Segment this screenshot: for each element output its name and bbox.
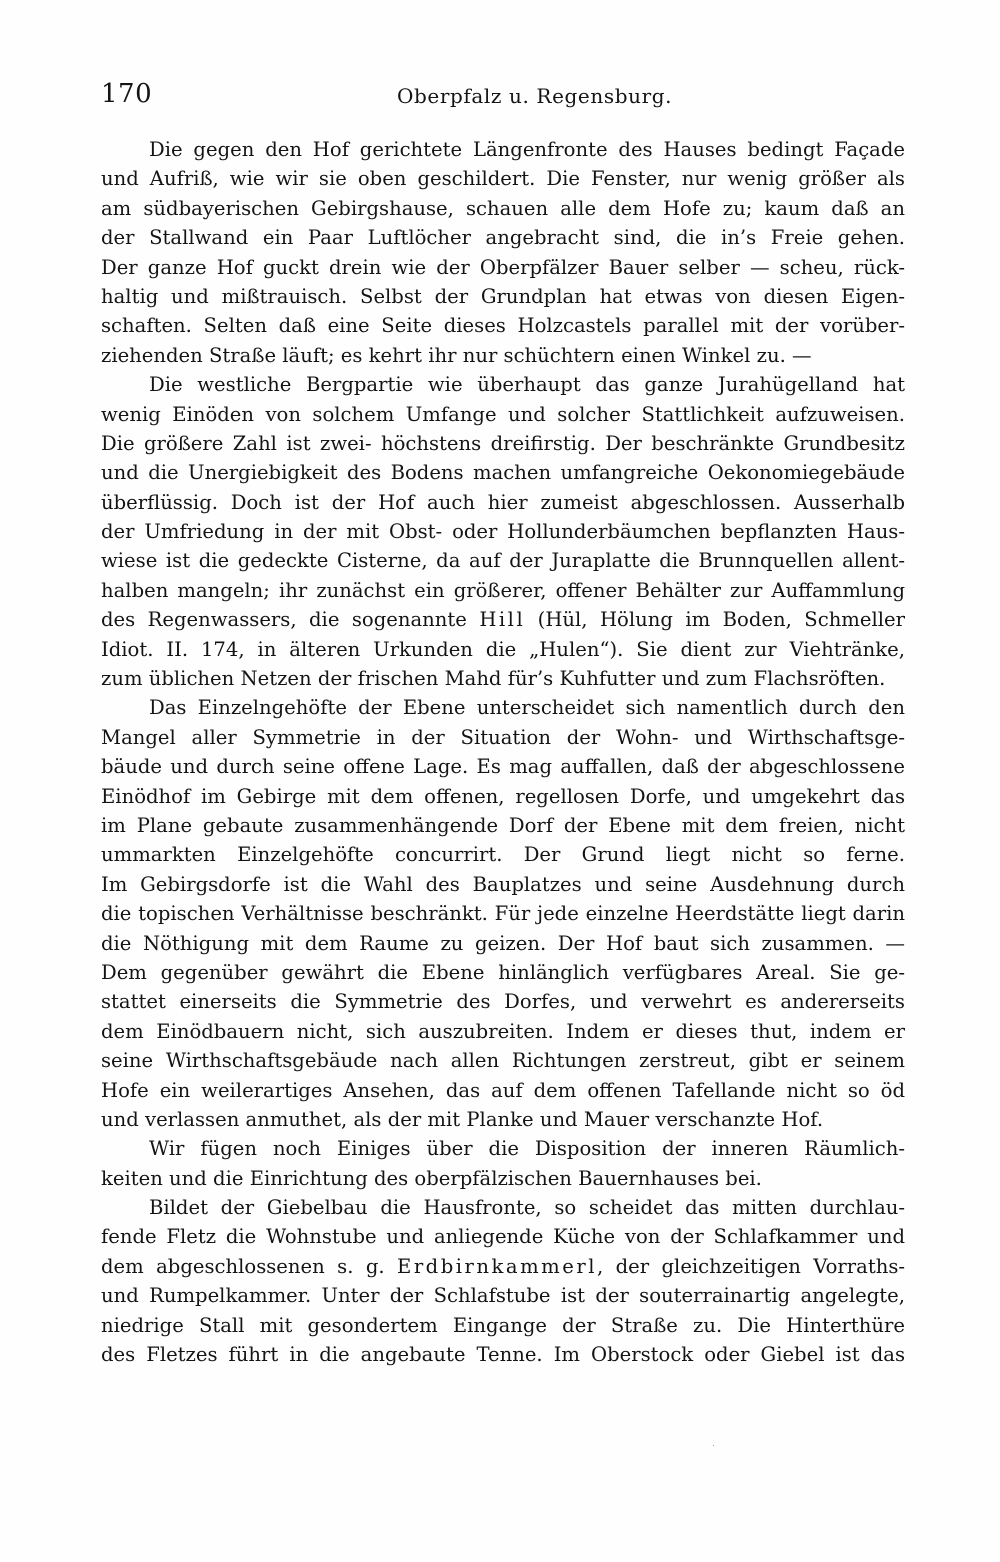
text-line: stattet einerseits die Symmetrie des Dorfes, und verwehrt es andererseits [101,990,905,1014]
text-line: und Rumpelkammer. Unter der Schlafstube ist der souterrainartig angelegte, [101,1284,905,1308]
text-line: im Plane gebaute zusammenhängende Dorf der Ebene mit dem freien, nicht [101,813,905,837]
paragraph [101,1193,905,1369]
text-line: zum üblichen Netzen der frischen Mahd für’s Kuhfutter und zum Flachsröften. [101,667,886,691]
paragraph [101,693,905,1134]
text-line: Die westliche Bergpartie wie überhaupt das ganze Jurahügelland hat [149,373,905,397]
text-line: Idiot. II. 174, in älteren Urkunden die „Hulen“). Sie dient zur Viehtränke, [101,637,905,661]
emphasized-term: Erdbirnkammerl [397,1254,597,1278]
text-line: und Aufriß, wie wir sie oben geschildert. Die Fenster, nur wenig größer als [101,167,905,191]
running-title: Oberpfalz u. Regensburg. [397,84,673,108]
text-line: Wir fügen noch Einiges über die Disposition der inneren Räumlich- [149,1137,905,1161]
text-line: fende Fletz die Wohnstube und anliegende Küche von der Schlafkammer und [101,1225,905,1249]
paragraph [101,1134,905,1193]
text-line: ziehenden Straße läuft; es kehrt ihr nur schüchtern einen Winkel zu. — [101,343,812,367]
text-line: wenig Einöden von solchem Umfange und solcher Stattlichkeit aufzuweisen. [101,402,905,426]
text-line: bäude und durch seine offene Lage. Es mag auffallen, daß der abgeschlossene [101,755,905,779]
emphasized-term: Hill [479,608,526,632]
text-line: Die größere Zahl ist zwei- höchstens dreifirstig. Der beschränkte Grundbesitz [101,431,905,455]
body-text [101,135,905,1369]
text-line: der Stallwand ein Paar Luftlöcher angebracht sind, die in’s Freie gehen. [101,226,905,250]
text-line: die Nöthigung mit dem Raume zu geizen. Der Hof baut sich zusammen. — [101,931,905,955]
text-line: seine Wirthschaftsgebäude nach allen Richtungen zerstreut, gibt er seinem [101,1049,905,1073]
text-line: schaften. Selten daß eine Seite dieses Holzcastels parallel mit der vorüber- [101,314,905,338]
text-line: dem abgeschlossenen s. g. Erdbirnkammerl, der gleichzeitigen Vorraths- [101,1254,905,1278]
text-line: niedrige Stall mit gesondertem Eingange der Straße zu. Die Hinterthüre [101,1313,905,1337]
text-line: Dem gegenüber gewährt die Ebene hinlänglich verfügbares Areal. Sie ge- [101,960,905,984]
text-line: überflüssig. Doch ist der Hof auch hier zumeist abgeschlossen. Ausserhalb [101,490,905,514]
text-line: des Regenwassers, die sogenannte Hill (Hül, Hölung im Boden, Schmeller [101,608,905,632]
text-line: Einödhof im Gebirge mit dem offenen, regellosen Dorfe, und umgekehrt das [101,784,905,808]
text-line: Hofe ein weilerartiges Ansehen, das auf dem offenen Tafellande nicht so öd [101,1078,905,1102]
text-line: und verlassen anmuthet, als der mit Planke und Mauer verschanzte Hof. [101,1107,824,1131]
paragraph [101,370,905,693]
text-line: dem Einödbauern nicht, sich auszubreiten. Indem er dieses thut, indem er [101,1019,905,1043]
text-line: Mangel aller Symmetrie in der Situation der Wohn- und Wirthschaftsge- [101,725,905,749]
text-line: Im Gebirgsdorfe ist die Wahl des Bauplatzes und seine Ausdehnung durch [101,872,905,896]
paper-speck [713,1445,714,1446]
text-line: ummarkten Einzelgehöfte concurrirt. Der Grund liegt nicht so ferne. [101,843,905,867]
text-line: die topischen Verhältnisse beschränkt. Für jede einzelne Heerdstätte liegt darin [101,902,905,926]
text-line: Die gegen den Hof gerichtete Längenfronte des Hauses bedingt Façade [149,138,905,161]
text-line: keiten und die Einrichtung des oberpfälzischen Bauernhauses bei. [101,1166,762,1190]
text-line: Das Einzelngehöfte der Ebene unterscheidet sich namentlich durch den [149,696,905,720]
text-line: des Fletzes führt in die angebaute Tenne. Im Oberstock oder Giebel ist das [101,1343,905,1367]
text-line: Der ganze Hof guckt drein wie der Oberpfälzer Bauer selber — scheu, rück- [101,255,905,279]
paragraph [101,135,905,370]
text-line: halben mangeln; ihr zunächst ein größerer, offener Behälter zur Auffammlung [101,578,905,602]
text-line: Bildet der Giebelbau die Hausfronte, so scheidet das mitten durchlau- [149,1196,905,1220]
text-line: haltig und mißtrauisch. Selbst der Grundplan hat etwas von diesen Eigen- [101,284,905,308]
text-line: wiese ist die gedeckte Cisterne, da auf der Juraplatte die Brunnquellen allent- [101,549,905,573]
text-line: und die Unergiebigkeit des Bodens machen umfangreiche Oekonomiegebäude [101,461,905,485]
text-line: der Umfriedung in der mit Obst- oder Hollunderbäumchen bepflanzten Haus- [101,520,905,544]
page-number: 170 [101,79,153,109]
page-header [101,76,903,116]
text-line: am südbayerischen Gebirgshause, schauen alle dem Hofe zu; kaum daß an [101,196,905,220]
